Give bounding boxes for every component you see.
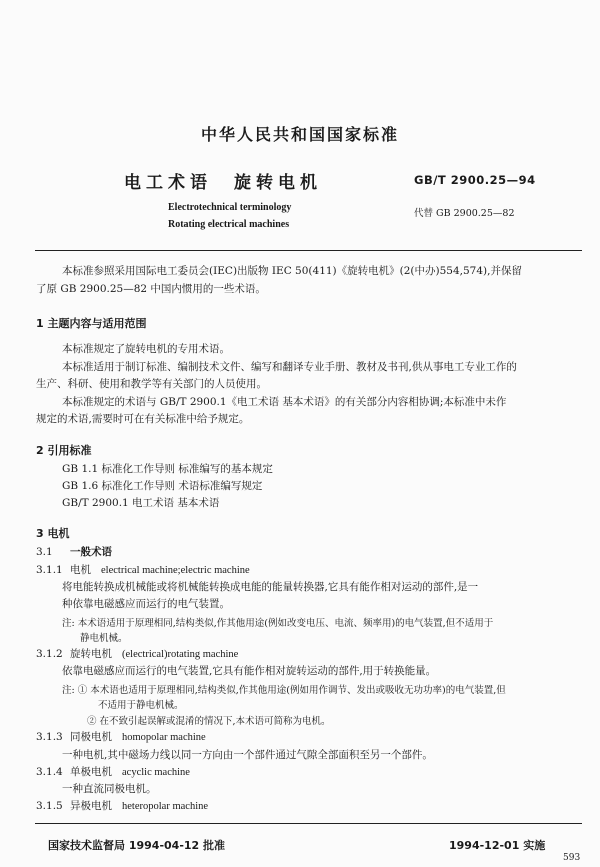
standard-title-part-b: 旋转电机: [234, 173, 322, 193]
term-3-1-5: 3.1.5 异极电机 heteropolar machine: [36, 800, 209, 812]
section-3-1-number: 3.1: [36, 546, 53, 558]
term-3-1-4: 3.1.4 单极电机 acyclic machine: [36, 766, 190, 778]
term-3-1-2-note-1-line-1: 注: ① 本术语也适用于原理相同,结构类似,作其他用途(例如用作调节、发出或吸收无功功率)的电气装置,但: [62, 685, 506, 696]
section-3-1-heading: [36, 545, 112, 560]
term-3-1-1-note-line-2: 静电机械。: [80, 633, 128, 644]
section-2-heading: 2 引用标准: [36, 444, 92, 457]
term-3-1-1-note-line-1: 注: 本术语适用于原理相同,结构类似,作其他用途(例如改变电压、电流、频率用)的电气装置,但不适用于: [62, 618, 494, 629]
section-1-heading: 1 主题内容与适用范围: [36, 317, 147, 330]
term-3-1-2-note-1-line-2: 不适用于静电机械。: [98, 700, 184, 711]
term-3-1-1-definition-line-1: 将电能转换成机械能或将机械能转换成电能的能量转换器,它具有能作相对运动的部件,是一: [62, 581, 479, 593]
term-3-1-3: 3.1.3 同极电机 homopolar machine: [36, 731, 206, 743]
replaces-note: 代替 GB 2900.25—82: [414, 208, 515, 219]
term-3-1-2: 3.1.2 旋转电机 (electrical)rotating machine: [36, 648, 239, 660]
term-3-1-2-definition: 依靠电磁感应而运行的电气装置,它具有能作相对旋转运动的部件,用于转换能量。: [62, 665, 437, 677]
section-1-para-2-line-2: 生产、科研、使用和教学等有关部门的人员使用。: [36, 378, 267, 390]
section-3-heading: 3 电机: [36, 527, 70, 540]
term-3-1-3-definition: 一种电机,其中磁场力线以同一方向由一个部件通过气隙全部面积至另一个部件。: [62, 749, 433, 761]
english-title-line-1: Electrotechnical terminology: [168, 202, 292, 213]
standard-title: [124, 168, 322, 193]
term-3-1-1-definition-line-2: 种依靠电磁感应而运行的电气装置。: [62, 598, 230, 610]
approval-line: 国家技术监督局 1994-04-12 批准: [48, 839, 226, 852]
intro-line-2: 了原 GB 2900.25—82 中国内惯用的一些术语。: [36, 283, 266, 295]
term-3-1-2-note-2: ② 在不致引起误解或混淆的情况下,本术语可简称为电机。: [87, 716, 331, 727]
standard-code: GB/T 2900.25—94: [414, 173, 536, 187]
page-number: 593: [563, 853, 581, 863]
section-3-1-label: 一般术语: [70, 546, 112, 558]
reference-item: GB/T 2900.1 电工术语 基本术语: [62, 497, 220, 509]
header-divider: [35, 250, 582, 251]
effective-date: 1994-12-01 实施: [449, 839, 546, 852]
standard-title-part-a: 电工术语: [124, 173, 212, 193]
reference-item: GB 1.1 标准化工作导则 标准编写的基本规定: [62, 463, 273, 475]
section-1-para-3-line-2: 规定的术语,需要时可在有关标准中给予规定。: [36, 413, 250, 425]
term-3-1-4-definition: 一种直流同极电机。: [62, 783, 157, 795]
section-1-para-2-line-1: 本标准适用于制订标准、编制技术文件、编写和翻译专业手册、教材及书刊,供从事电工专业工作的: [62, 361, 517, 373]
national-standard-title: 中华人民共和国国家标准: [200, 125, 399, 144]
reference-item: GB 1.6 标准化工作导则 术语标准编写规定: [62, 480, 263, 492]
section-1-para-3-line-1: 本标准规定的术语与 GB/T 2900.1《电工术语 基本术语》的有关部分内容相协调;本标准中未作: [62, 396, 507, 408]
footer-divider: [35, 823, 582, 824]
section-1-para-1: 本标准规定了旋转电机的专用术语。: [62, 343, 230, 355]
english-title-line-2: Rotating electrical machines: [168, 219, 290, 230]
term-3-1-1: 3.1.1 电机 electrical machine;electric machine: [36, 564, 250, 576]
intro-line-1: 本标准参照采用国际电工委员会(IEC)出版物 IEC 50(411)《旋转电机》(2(中办)554,574),并保留: [62, 265, 522, 277]
